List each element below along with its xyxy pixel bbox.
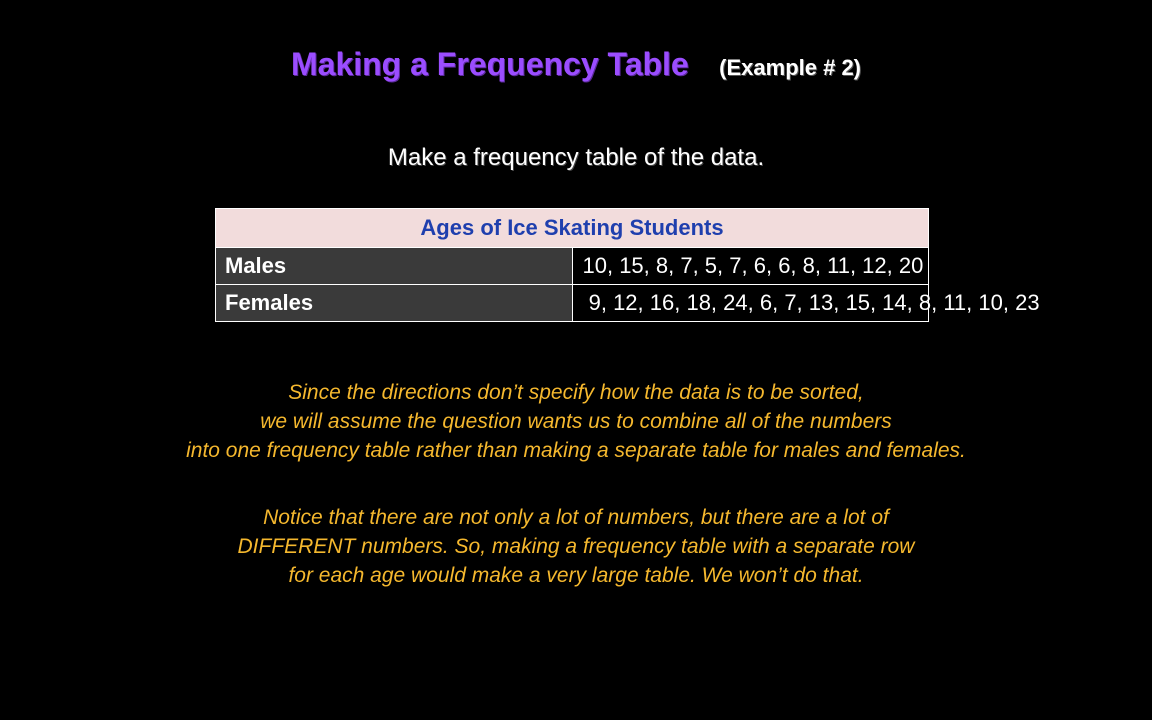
instruction-text: Make a frequency table of the data.	[387, 144, 765, 171]
note-line: for each age would make a very large table. We won’t do that.	[288, 564, 864, 587]
table-caption: Ages of Ice Skating Students	[216, 209, 929, 248]
row-values-males: 10, 15, 8, 7, 5, 7, 6, 6, 8, 11, 12, 20	[572, 248, 929, 285]
note-line: Since the directions don’t specify how the data is to be sorted,	[288, 381, 864, 404]
row-label-females: Females	[216, 285, 573, 322]
slide-title: Making a Frequency Table	[290, 46, 689, 82]
note-line: we will assume the question wants us to combine all of the numbers	[260, 410, 892, 433]
note-paragraph-1	[0, 378, 1152, 465]
note-line: DIFFERENT numbers. So, making a frequency table with a separate row	[237, 535, 915, 558]
table-caption-row	[216, 209, 929, 248]
note-paragraph-2	[0, 503, 1152, 590]
note-line: Notice that there are not only a lot of numbers, but there are a lot of	[263, 506, 889, 529]
ages-table	[215, 208, 1040, 322]
slide-title-row	[0, 46, 1152, 83]
row-label-males: Males	[216, 248, 573, 285]
row-values-females: 9, 12, 16, 18, 24, 6, 7, 13, 15, 14, 8, 11, 10, 23	[572, 285, 929, 322]
slide-subtitle: (Example # 2)	[719, 55, 862, 80]
table-row	[216, 248, 929, 285]
note-line: into one frequency table rather than making a separate table for males and females.	[186, 439, 966, 462]
table-row	[216, 285, 929, 322]
